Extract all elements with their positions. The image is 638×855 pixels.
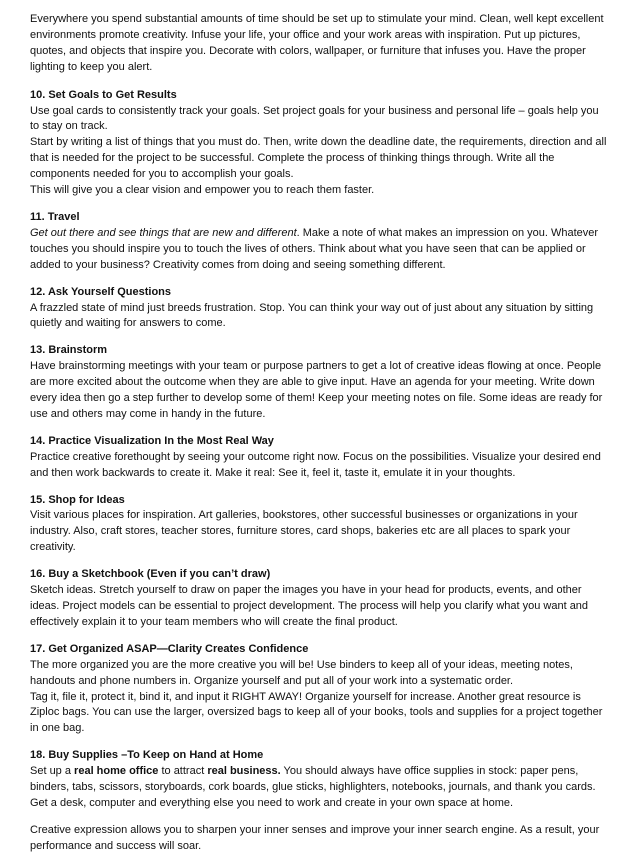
section-18 — [30, 748, 610, 812]
section-paragraph: Sketch ideas. Stretch yourself to draw on paper the images you have in your head for products, events, and other ideas. Project models can be essential to project development. The process will help you clarify what you want and effectively explain it to your team members who will create the final product. — [30, 584, 589, 628]
closing-paragraph: Creative expression allows you to sharpen your inner senses and improve your inner search engine. As a result, your performance and success will soar. — [30, 823, 600, 852]
section-paragraph: Start by writing a list of things that you must do. Then, write down the deadline date, the requirements, direction and all that is needed for the project to be successful. Complete the process of thinking things through. Write all the components needed for you to accomplish your goals. — [30, 136, 607, 181]
intro-paragraph: Everywhere you spend substantial amounts of time should be set up to stimulate your mind. Clean, well kept excellent environments promote creativity. Infuse your life, your office and your work areas with inspiration. Put up pictures, quotes, and objects that inspire you. Decorate with colors, wallpaper, or furniture that infuses you. Have the proper lighting to keep you alert. — [30, 13, 604, 73]
section-paragraph: Visit various places for inspiration. Art galleries, bookstores, other successful businesses or organizations in your industry. Also, craft stores, teacher stores, furniture stores, card shops, bakeries etc are all places to spark your creativity. — [30, 509, 578, 554]
section-paragraph: Use goal cards to consistently track your goals. Set project goals for your business and personal life – goals help you to stay on track. — [30, 104, 599, 133]
section-heading: 11. Travel — [30, 210, 80, 223]
section-paragraph: The more organized you are the more creative you will be! Use binders to keep all of your ideas, meeting notes, handouts and phone numbers in. Organize yourself and put all of your work into a systematic order. — [30, 658, 573, 687]
text-run: You should always have office supplies in stock: paper pens, binders, tabs, scissors, storyboards, cork boards, glue sticks, highlighters, notebooks, journals, and thank you cards. Get a desk, computer and everything else you need to work and create in your own space at home. — [30, 765, 596, 809]
section-paragraph: This will give you a clear vision and empower you to reach them faster. — [30, 184, 375, 197]
bold-phrase: real home office — [74, 765, 159, 778]
section-16 — [30, 567, 610, 631]
section-paragraph — [30, 226, 610, 274]
section-heading: 16. Buy a Sketchbook (Even if you can’t draw) — [30, 568, 271, 581]
section-paragraph: Practice creative forethought by seeing your outcome right now. Focus on the possibilities. Visualize your desired end and then work backwards to create it. Make it real: See it, feel it, taste it, emulate it in your thoughts. — [30, 450, 601, 479]
section-heading: 12. Ask Yourself Questions — [30, 285, 172, 298]
section-15 — [30, 493, 610, 557]
section-paragraph: Have brainstorming meetings with your team or purpose partners to get a lot of creative ideas flowing at once. People are more excited about the outcome when they are able to give input. Have an agenda for your meeting. Write down every idea then go a step further to develop some of them! Keep your meeting notes on file. Some ideas are ready for use and others may come in handy in the future. — [30, 360, 603, 420]
section-heading: 10. Set Goals to Get Results — [30, 88, 177, 101]
section-heading: 18. Buy Supplies –To Keep on Hand at Home — [30, 749, 264, 762]
italic-phrase: Get out there and see things that are new and different — [30, 226, 297, 239]
section-paragraph — [30, 764, 610, 812]
bold-phrase: real business. — [207, 765, 281, 778]
section-heading: 13. Brainstorm — [30, 344, 108, 357]
section-heading: 14. Practice Visualization In the Most Real Way — [30, 434, 274, 447]
section-paragraph: A frazzled state of mind just breeds frustration. Stop. You can think your way out of just about any situation by sitting quietly and waiting for answers to come. — [30, 301, 594, 330]
section-17 — [30, 642, 610, 737]
section-paragraph: Tag it, file it, protect it, bind it, and input it RIGHT AWAY! Organize yourself for increase. Another great resource is Ziploc bags. You can use the larger, oversized bags to keep all of your books, tools and supplies for a project together in one bag. — [30, 690, 603, 735]
text-run: . Make a note of what makes an impression on you. Whatever touches you should inspire you to touch the lives of others. Think about what you have seen that can be applied or added to your business? Creativity comes from doing and seeing something different. — [30, 226, 599, 271]
section-10 — [30, 88, 610, 199]
section-11 — [30, 210, 610, 274]
section-heading: 17. Get Organized ASAP—Clarity Creates Confidence — [30, 642, 309, 655]
section-13 — [30, 343, 610, 423]
section-heading: 15. Shop for Ideas — [30, 493, 125, 506]
section-12 — [30, 285, 610, 333]
text-run: to attract — [158, 765, 208, 778]
text-run: Set up a — [30, 765, 75, 778]
section-14 — [30, 434, 610, 482]
